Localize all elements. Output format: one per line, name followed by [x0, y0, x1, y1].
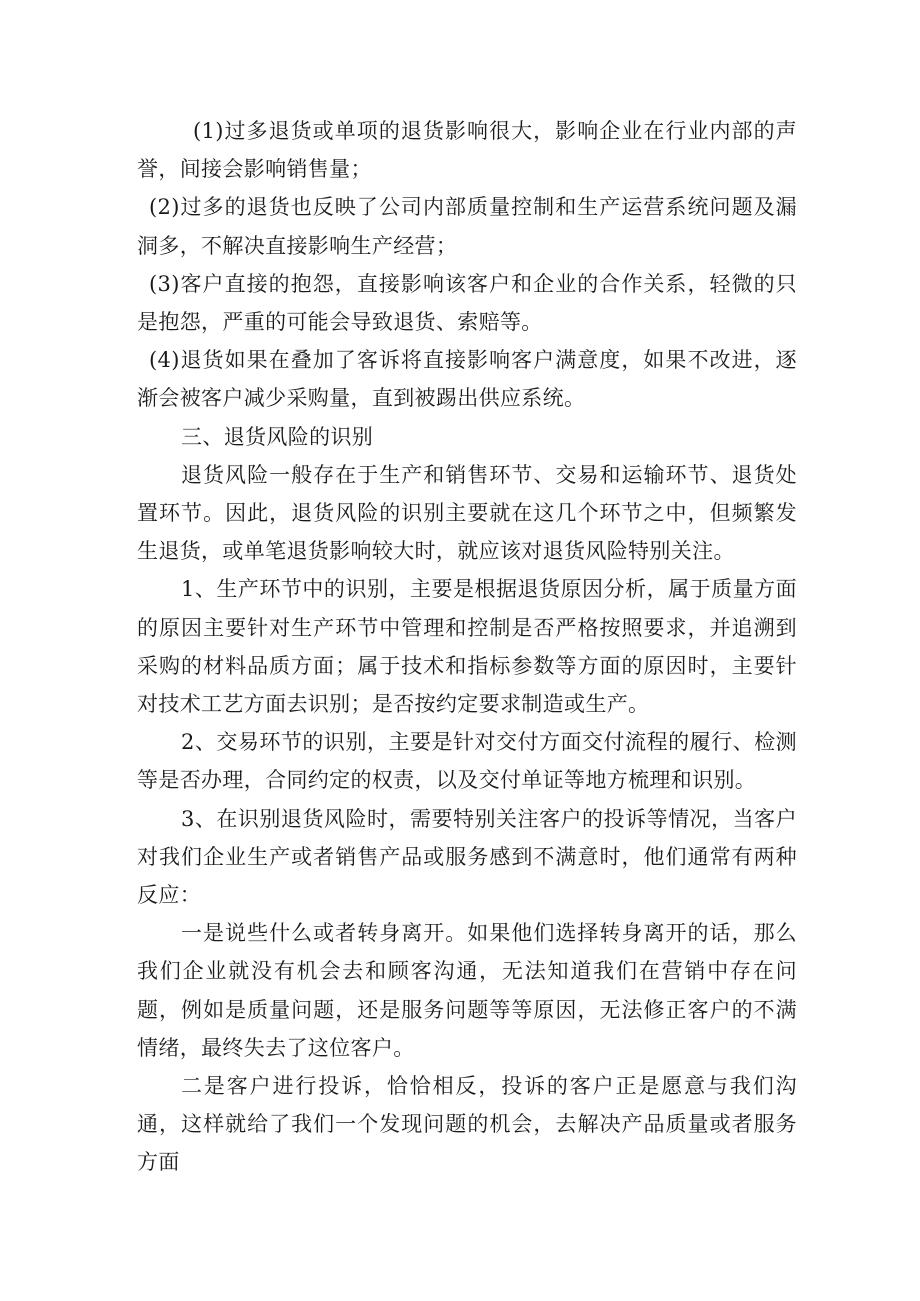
list-item-2: (2)过多的退货也反映了公司内部质量控制和生产运营系统问题及漏洞多，不解决直接影响生产经营；	[137, 195, 797, 258]
body-paragraph: 一是说些什么或者转身离开。如果他们选择转身离开的话，那么我们企业就没有机会去和顾客沟通，无法知道我们在营销中存在问题，例如是质量问题，还是服务问题等等原因，无法修正客户的不满情绪，最终失去了这位客户。	[137, 921, 797, 1060]
list-item-4: (4)退货如果在叠加了客诉将直接影响客户满意度，如果不改进，逐渐会被客户减少采购量，直到被踢出供应系统。	[137, 348, 797, 411]
body-paragraph: 2、交易环节的识别，主要是针对交付方面交付流程的履行、检测等是否办理，合同约定的权责，以及交付单证等地方梳理和识别。	[137, 730, 797, 793]
list-item-3: (3)客户直接的抱怨，直接影响该客户和企业的合作关系，轻微的只是抱怨，严重的可能会导致退货、索赔等。	[137, 271, 797, 335]
body-paragraph: 1、生产环节中的识别，主要是根据退货原因分析，属于质量方面的原因主要针对生产环节中管理和控制是否严格按照要求，并追溯到采购的材料品质方面；属于技术和指标参数等方面的原因时，主要针对技术工艺方面去识别；是否按约定要求制造或生产。	[137, 577, 797, 717]
body-paragraph: 3、在识别退货风险时，需要特别关注客户的投诉等情况，当客户对我们企业生产或者销售产品或服务感到不满意时，他们通常有两种反应：	[137, 806, 797, 908]
body-paragraph: 退货风险一般存在于生产和销售环节、交易和运输环节、退货处置环节。因此，退货风险的识别主要就在这几个环节之中，但频繁发生退货，或单笔退货影响较大时，就应该对退货风险特别关注。	[137, 462, 797, 564]
document-body	[137, 112, 797, 1182]
list-item-1: (1)过多退货或单项的退货影响很大，影响企业在行业内部的声誉，间接会影响销售量；	[137, 119, 797, 182]
body-paragraph: 二是客户进行投诉，恰恰相反，投诉的客户正是愿意与我们沟通，这样就给了我们一个发现问题的机会，去解决产品质量或者服务方面	[137, 1074, 797, 1175]
section-heading: 三、退货风险的识别	[181, 424, 374, 449]
